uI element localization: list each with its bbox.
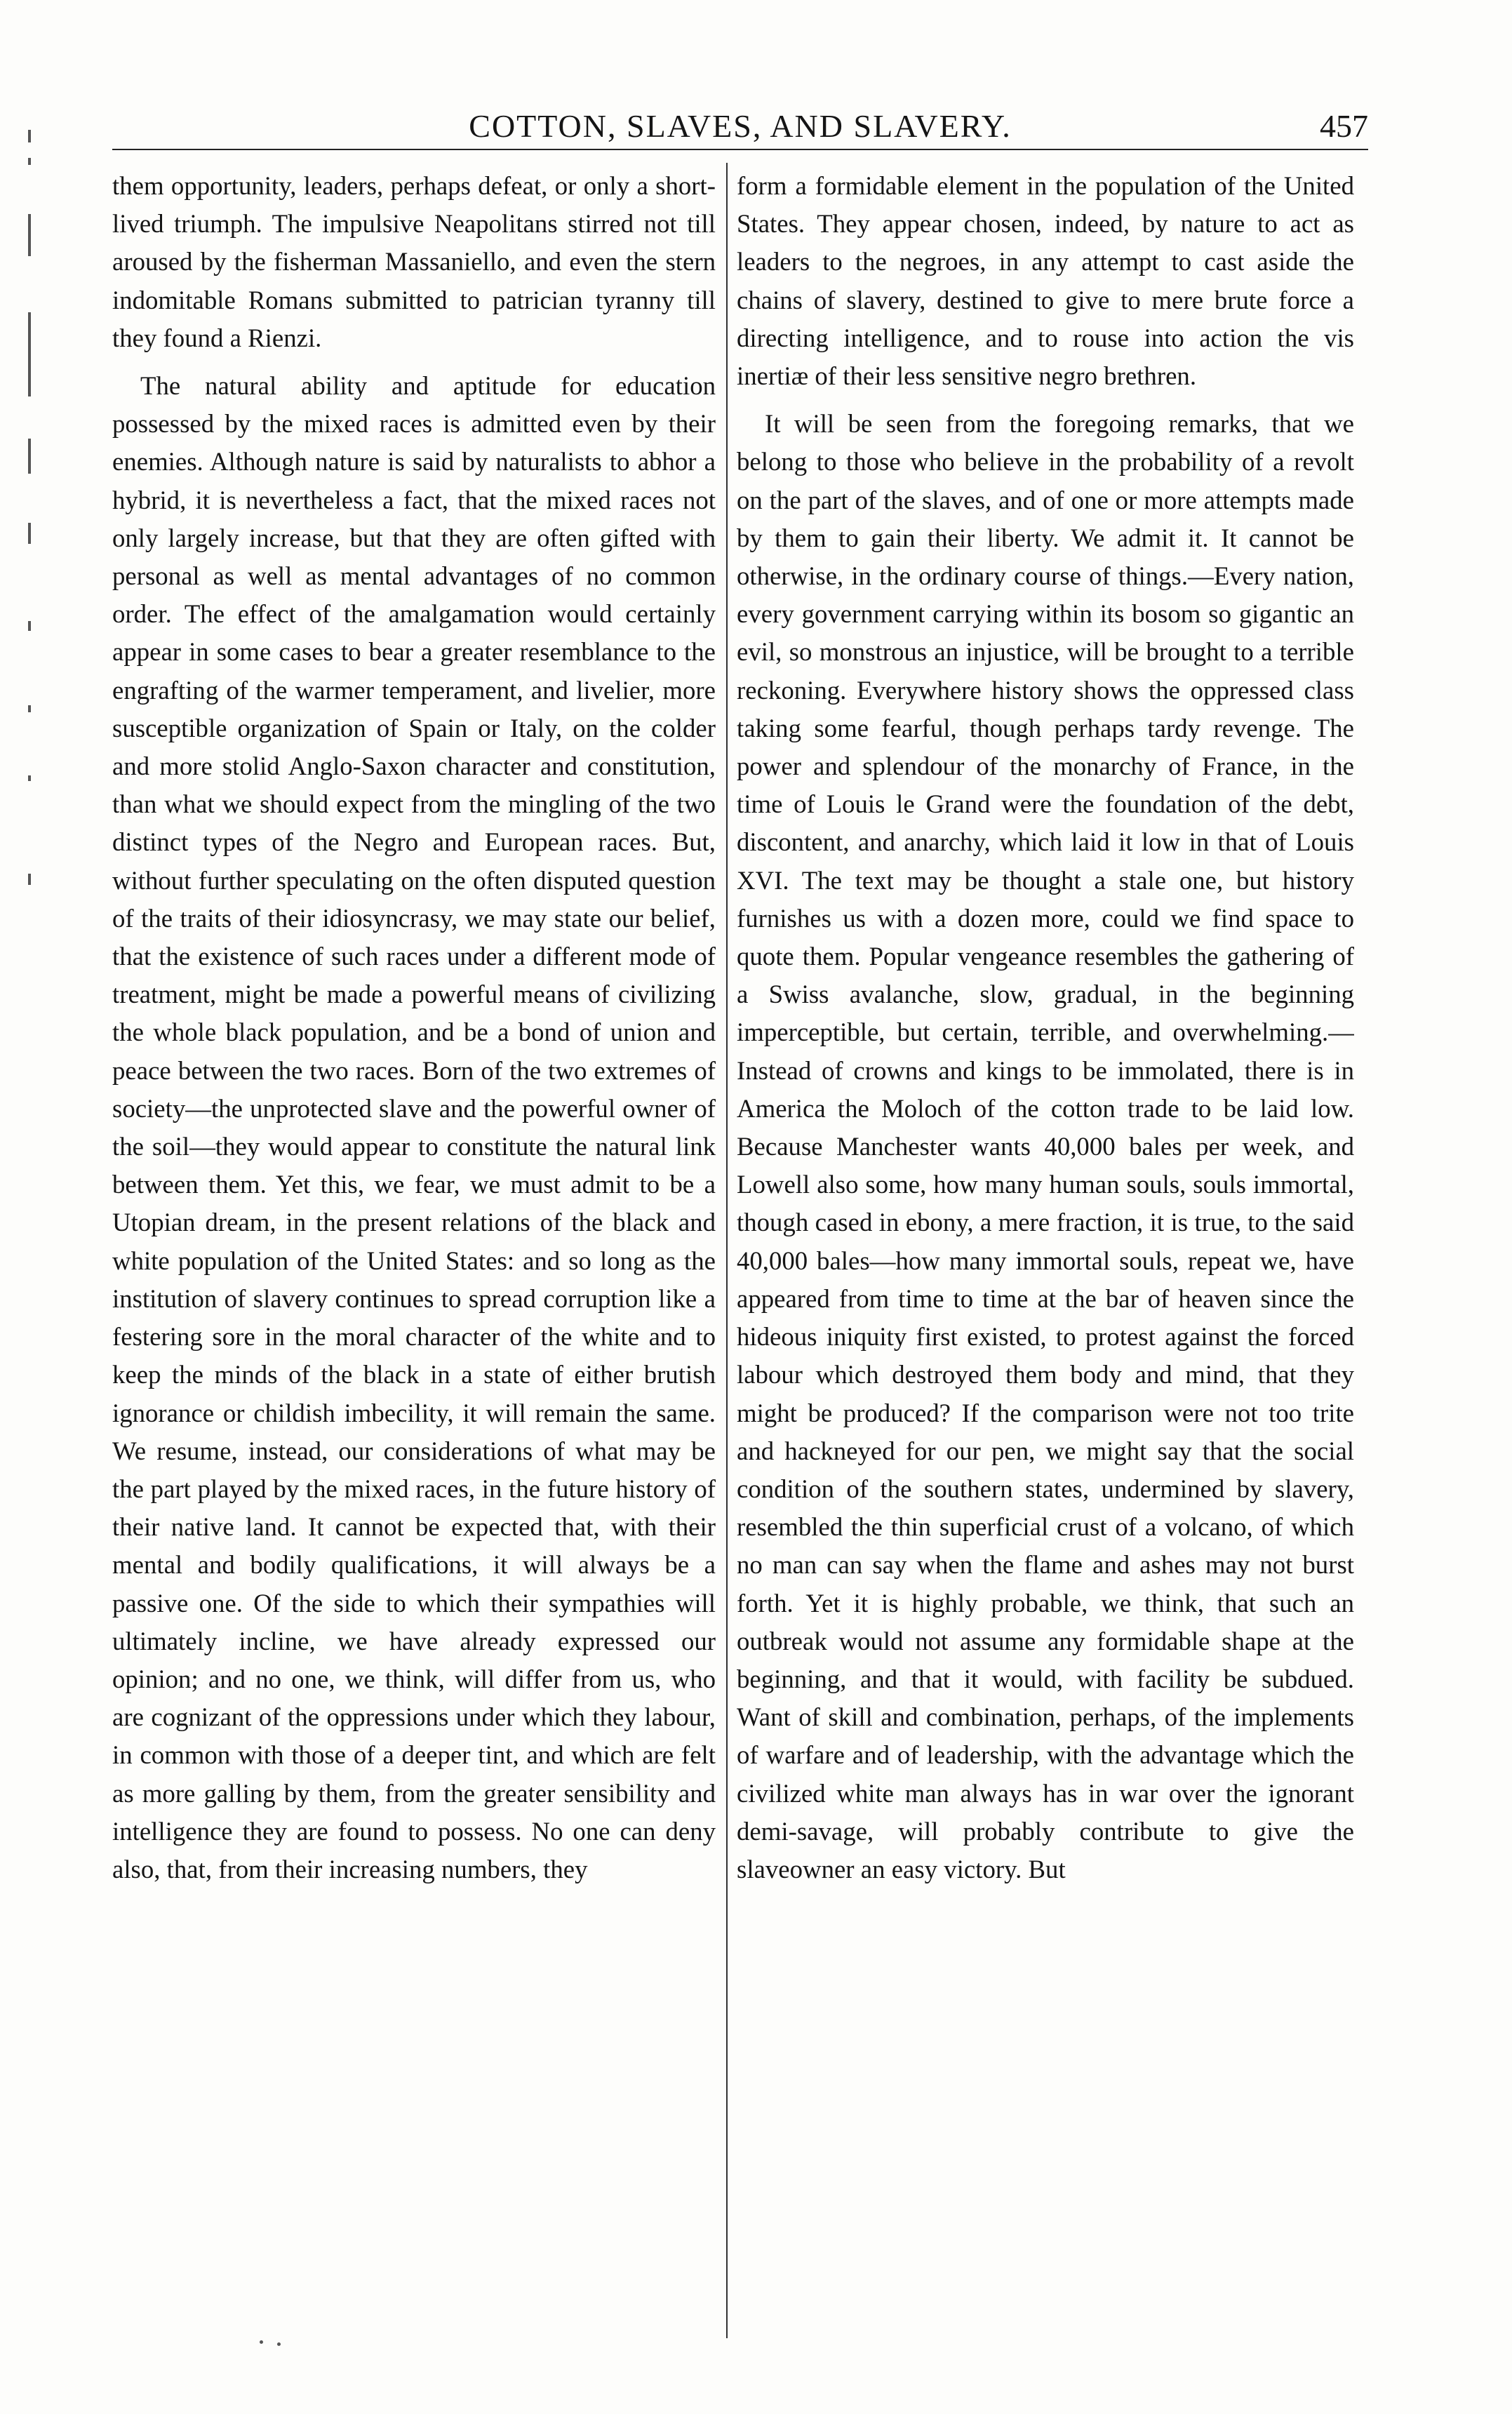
left-column <box>112 167 716 2328</box>
left-paragraph-1: them opportunity, leaders, perhaps defeat, or only a short-lived triumph. The impulsive Neapolitans stirred not till aroused by the fisherman Massaniello, and even the stern indomitable Romans submitted to patrician tyranny till they found a Rienzi. <box>112 171 716 352</box>
header-rule <box>112 149 1368 150</box>
print-speck <box>260 2340 263 2344</box>
column-divider <box>726 163 728 2338</box>
running-title: COTTON, SLAVES, AND SLAVERY. <box>469 108 1012 144</box>
left-paragraph-2: The natural ability and aptitude for education possessed by the mixed races is admitted even by their enemies. Although nature is said by naturalists to abhor a hybrid, it is nevertheless a fact, that the mixed races not only largely increase, but that they are often gifted with personal as well as mental advantages of no common order. The effect of the amalgamation would certainly appear in some cases to bear a greater resemblance to the engrafting of the warmer temperament, and livelier, more susceptible organization of Spain or Italy, on the colder and more stolid Anglo-Saxon character and constitution, than what we should expect from the mingling of the two distinct types of the Negro and European races. But, without further speculating on the often disputed question of the traits of their idiosyncrasy, we may state our belief, that the existence of such races under a different mode of treatment, might be made a powerful means of civilizing the whole black population, and be a bond of union and peace between the two races. Born of the two extremes of society—the unprotected slave and the powerful owner of the soil—they would appear to constitute the natural link between them. Yet this, we fear, we must admit to be a Utopian dream, in the present relations of the black and white population of the United States: and so long as the institution of slavery continues to spread corruption like a festering sore in the moral character of the white and to keep the minds of the black in a state of either brutish ignorance or childish imbecility, it will remain the same. We resume, instead, our considerations of what may be the part played by the mixed races, in the future history of their native land. It cannot be expected that, with their mental and bodily qualifications, it will always be a passive one. Of the side to which their sympathies will ultimately incline, we have already expressed our opinion; and no one, we think, will differ from us, who are cognizant of the oppressions under which they labour, in common with those of a deeper tint, and which are felt as more galling by them, from the greater sensibility and intelligence they are found to possess. No one can deny also, that, from their increasing numbers, they <box>112 371 716 1883</box>
right-paragraph-1: form a formidable element in the population of the United States. They appear chosen, indeed, by nature to act as leaders to the negroes, in any attempt to cast aside the chains of slavery, destined to give to mere brute force a directing intelligence, and to rouse into action the vis inertiæ of their less sensitive negro brethren. <box>737 171 1354 391</box>
right-paragraph-2: It will be seen from the foregoing remarks, that we belong to those who believe in the probability of a revolt on the part of the slaves, and of one or more attempts made by them to gain their liberty. We admit it. It cannot be otherwise, in the ordinary course of things.—Every nation, every government carrying within its bosom so gigantic an evil, so monstrous an injustice, will be brought to a terrible reckoning. Everywhere history shows the oppressed class taking some fearful, though perhaps tardy revenge. The power and splendour of the monarchy of France, in the time of Louis le Grand were the foundation of the debt, discontent, and anarchy, which laid it low in that of Louis XVI. The text may be thought a stale one, but history furnishes us with a dozen more, could we find space to quote them. Popular vengeance resembles the gathering of a Swiss avalanche, slow, gradual, in the beginning imperceptible, but certain, terrible, and overwhelming.—Instead of crowns and kings to be immolated, there is in America the Moloch of the cotton trade to be laid low. Because Manchester wants 40,000 bales per week, and Lowell also some, how many human souls, souls immortal, though cased in ebony, a mere fraction, it is true, to the said 40,000 bales—how many immortal souls, repeat we, have appeared from time to time at the bar of heaven since the hideous iniquity first existed, to protest against the forced labour which destroyed them body and mind, that they might be produced? If the comparison were not too trite and hackneyed for our pen, we might say that the social condition of the southern states, undermined by slavery, resembled the thin superficial crust of a volcano, of which no man can say when the flame and ashes may not burst forth. Yet it is highly probable, we think, that such an outbreak would not assume any formidable shape at the beginning, and that it would, with facility be subdued. Want of skill and combination, perhaps, of the implements of warfare and of leadership, with the advantage which the civilized white man always has in war over the ignorant demi-savage, will probably contribute to give the slaveowner an easy victory. But <box>737 409 1354 1883</box>
right-column <box>737 167 1354 2328</box>
margin-marks <box>20 130 48 902</box>
page-header <box>112 105 1368 154</box>
page-number: 457 <box>1320 108 1368 144</box>
print-speck <box>277 2342 281 2346</box>
